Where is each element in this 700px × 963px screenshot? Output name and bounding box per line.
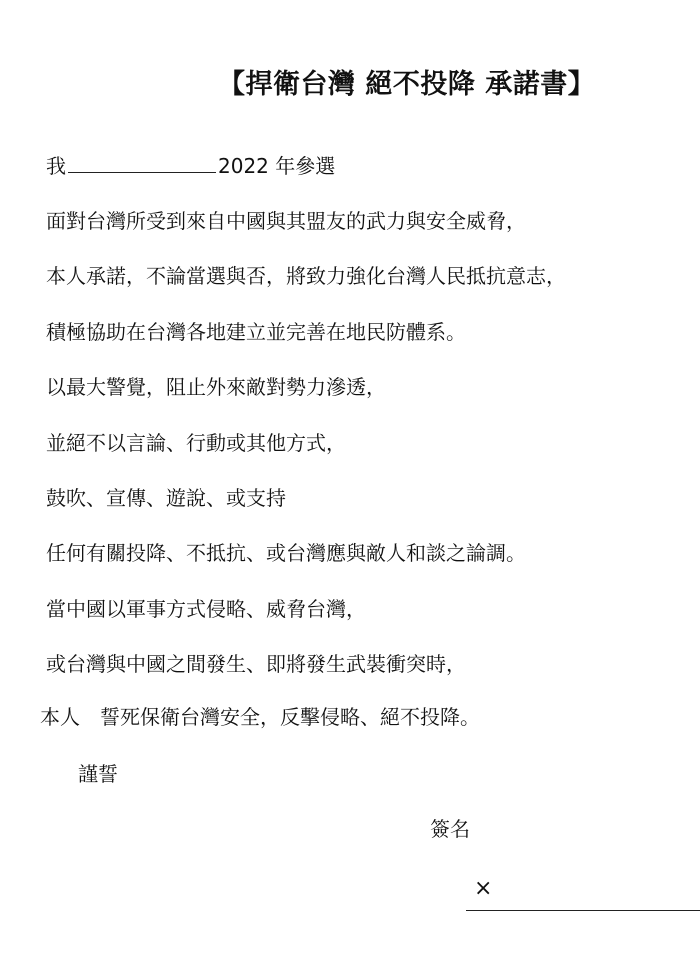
signature-x-mark: ×	[474, 876, 493, 901]
document-title: 【捍衛台灣 絕不投降 承諾書】	[218, 69, 596, 100]
vow-text: 謹誓	[78, 762, 118, 786]
pledge-text-line: 或台灣與中國之間發生、即將發生武裝衝突時，	[46, 652, 466, 676]
pledge-text-line: 以最大警覺，阻止外來敵對勢力滲透，	[46, 375, 386, 399]
pledge-final-text: 誓死保衛台灣安全，反擊侵略、絕不投降。	[100, 705, 480, 729]
signature-label: 簽名	[430, 817, 470, 841]
candidate-line	[46, 152, 335, 179]
pledge-text-line: 積極協助在台灣各地建立並完善在地民防體系。	[46, 320, 466, 344]
candidate-suffix: 2022 年參選	[218, 154, 336, 178]
pledge-text-line: 本人承諾，不論當選與否，將致力強化台灣人民抵抗意志，	[46, 264, 566, 288]
pledge-text-line: 當中國以軍事方式侵略、威脅台灣，	[46, 597, 366, 621]
name-blank-field[interactable]	[68, 152, 216, 173]
candidate-prefix: 我	[46, 154, 66, 178]
pledge-text-line: 鼓吹、宣傳、遊說、或支持	[46, 486, 286, 510]
pledge-final-prefix: 本人	[40, 705, 80, 729]
pledge-text-line: 面對台灣所受到來自中國與其盟友的武力與安全威脅，	[46, 209, 526, 233]
pledge-text-line: 並絕不以言論、行動或其他方式，	[46, 431, 346, 455]
pledge-text-line: 任何有關投降、不抵抗、或台灣應與敵人和談之論調。	[46, 541, 526, 565]
pledge-final-line	[40, 704, 480, 730]
signature-line-field[interactable]	[466, 910, 700, 911]
